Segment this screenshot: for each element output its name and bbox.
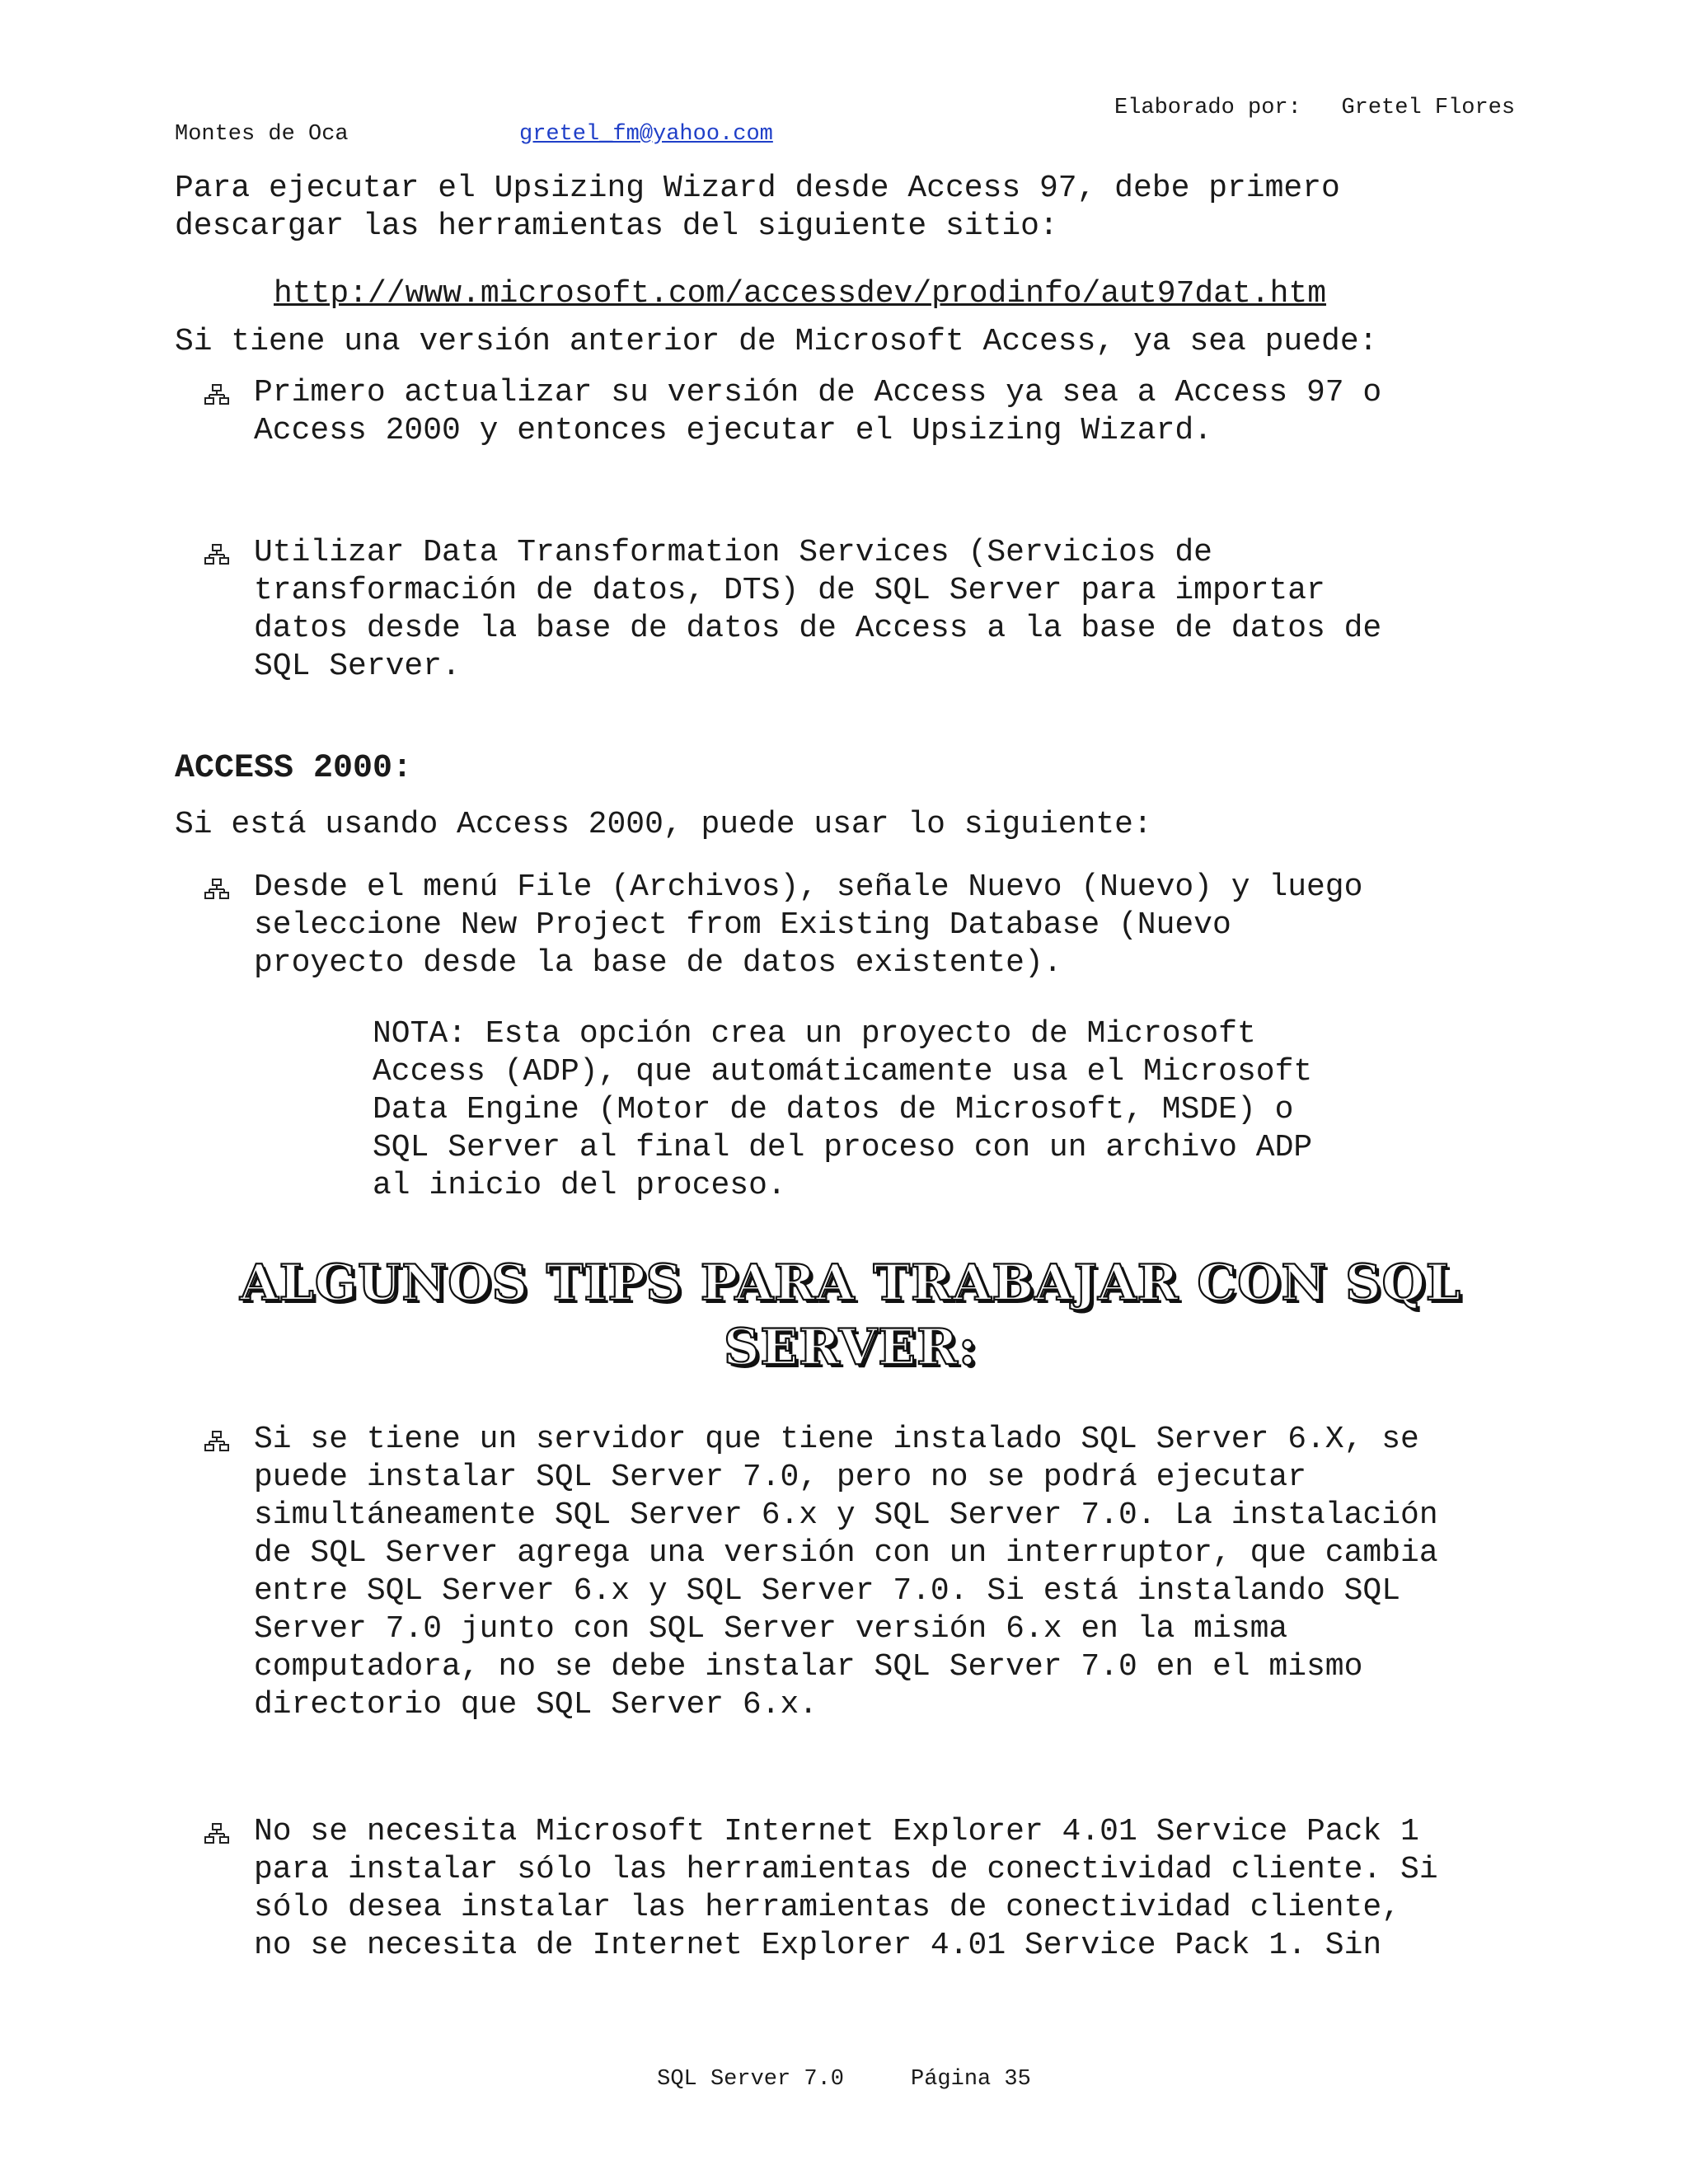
network-icon (204, 1823, 229, 1844)
network-icon (204, 879, 229, 900)
list-item (254, 1813, 1540, 1965)
tips-title: ALGUNOS TIPS PARA TRABAJAR CON SQL SERVER: (240, 1254, 1461, 1376)
list-item-text: Utilizar Data Transformation Services (Servicios de transformación de datos, DTS) de SQL Server para importar datos desde la base de datos de Access a la base de datos de SQL Server. (254, 535, 1382, 684)
list-item-text: No se necesita Microsoft Internet Explorer 4.01 Service Pack 1 para instalar sólo las herramientas de conectividad cliente. Si sólo desea instalar las herramientas de conectividad cliente, no se necesita de Internet Explorer 4.01 Service Pack 1. Sin (254, 1814, 1438, 1963)
header-surname: Montes de Oca (175, 122, 349, 147)
access2000-intro: Si está usando Access 2000, puede usar lo siguiente: (175, 807, 1152, 842)
network-icon (204, 1431, 229, 1452)
list-item (254, 869, 1523, 982)
list-item (254, 1421, 1540, 1724)
network-icon (204, 544, 229, 565)
download-url-link[interactable]: http://www.microsoft.com/accessdev/prodinfo/aut97dat.htm (274, 276, 1327, 312)
list-item-text: Si se tiene un servidor que tiene instalado SQL Server 6.X, se puede instalar SQL Server 7.0, pero no se podrá ejecutar simultáneamente SQL Server 6.x y SQL Server 7.0. La instalación de SQL Server agrega una versión con un interruptor, que cambia entre SQL Server 6.x y SQL Server 7.0. Si está instalando SQL Server 7.0 junto con SQL Server versión 6.x en la misma computadora, no se debe instalar SQL Server 7.0 en el mismo directorio que SQL Server 6.x. (254, 1422, 1438, 1722)
section-heading-access-2000: ACCESS 2000: (175, 750, 413, 787)
list-item-text: Desde el menú File (Archivos), señale Nuevo (Nuevo) y luego seleccione New Project from Existing Database (Nuevo proyecto desde la base de datos existente). (254, 869, 1363, 981)
list-item (254, 374, 1523, 450)
list-item (254, 534, 1523, 686)
note-block: NOTA: Esta opción crea un proyecto de Microsoft Access (ADP), que automáticamente usa el Microsoft Data Engine (Motor de datos de Microsoft, MSDE) o SQL Server al final del proceso con un archivo ADP al inicio del proceso. (373, 1016, 1313, 1203)
previous-version-paragraph: Si tiene una versión anterior de Microsoft Access, ya sea puede: (175, 324, 1378, 359)
network-icon (204, 384, 229, 405)
intro-paragraph: Para ejecutar el Upsizing Wizard desde Access 97, debe primero descargar las herramientas del siguiente sitio: (175, 171, 1340, 244)
header-author: Elaborado por: Gretel Flores (1114, 96, 1516, 120)
page-footer: SQL Server 7.0 Página 35 (657, 2067, 1031, 2092)
list-item-text: Primero actualizar su versión de Access ya sea a Access 97 o Access 2000 y entonces ejecutar el Upsizing Wizard. (254, 375, 1382, 448)
header-email-link[interactable]: gretel_fm@yahoo.com (519, 122, 773, 147)
